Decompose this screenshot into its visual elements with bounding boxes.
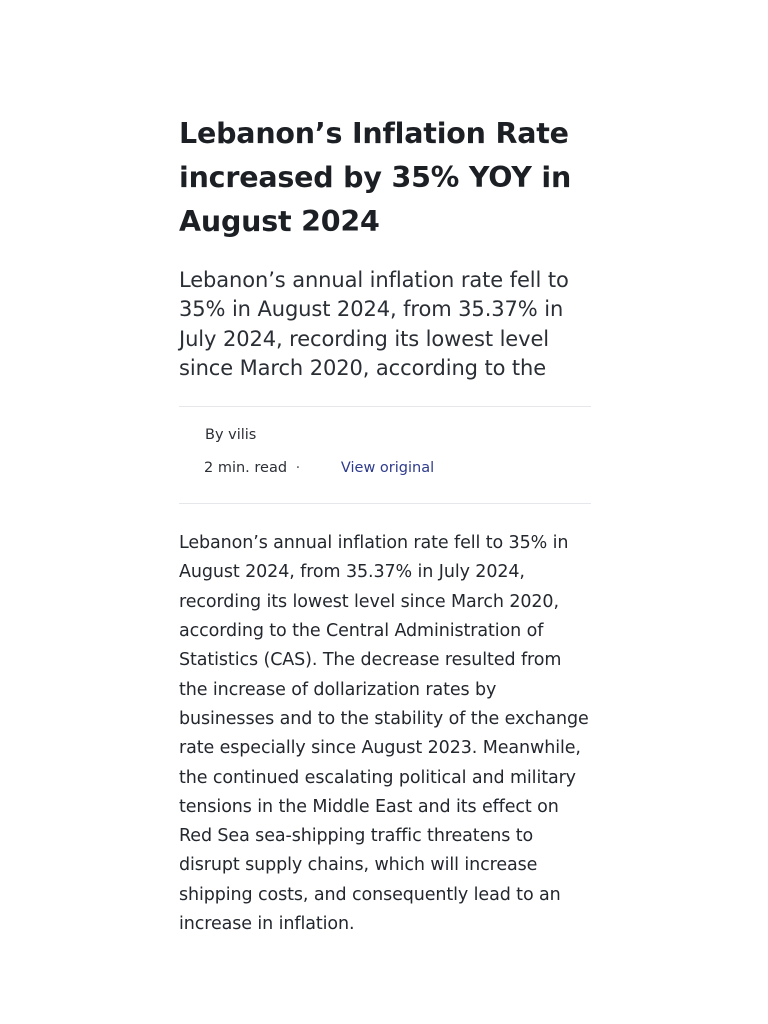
meta-row bbox=[204, 460, 434, 476]
article-title: Lebanon’s Inflation Rate increased by 35% YOY in August 2024 bbox=[179, 117, 572, 238]
author-name: vilis bbox=[228, 427, 257, 444]
byline-prefix: By bbox=[205, 427, 224, 444]
read-time: 2 min. read bbox=[204, 460, 288, 477]
article bbox=[179, 112, 591, 939]
view-original-link[interactable]: View original bbox=[340, 460, 435, 477]
article-body: Lebanon’s annual inflation rate fell to 35% in August 2024, from 35.37% in July 2024, recording its lowest level since March 2020, according to the Central Administration of Statistics (CAS). The decrease resulted from the increase of dollarization rates by businesses and to the stability of the exchange rate especially since August 2023. Meanwhile, the continued escalating political and military tensions in the Middle East and its effect on Red Sea sea-shipping traffic threatens to disrupt supply chains, which will increase shipping costs, and consequently lead to an increase in inflation. bbox=[179, 533, 589, 935]
byline bbox=[205, 427, 256, 443]
article-meta bbox=[179, 406, 591, 504]
meta-separator: · bbox=[295, 460, 301, 477]
article-subtitle: Lebanon’s annual inflation rate fell to 35% in August 2024, from 35.37% in July 2024, recording its lowest level since March 2020, according to the bbox=[179, 268, 569, 380]
